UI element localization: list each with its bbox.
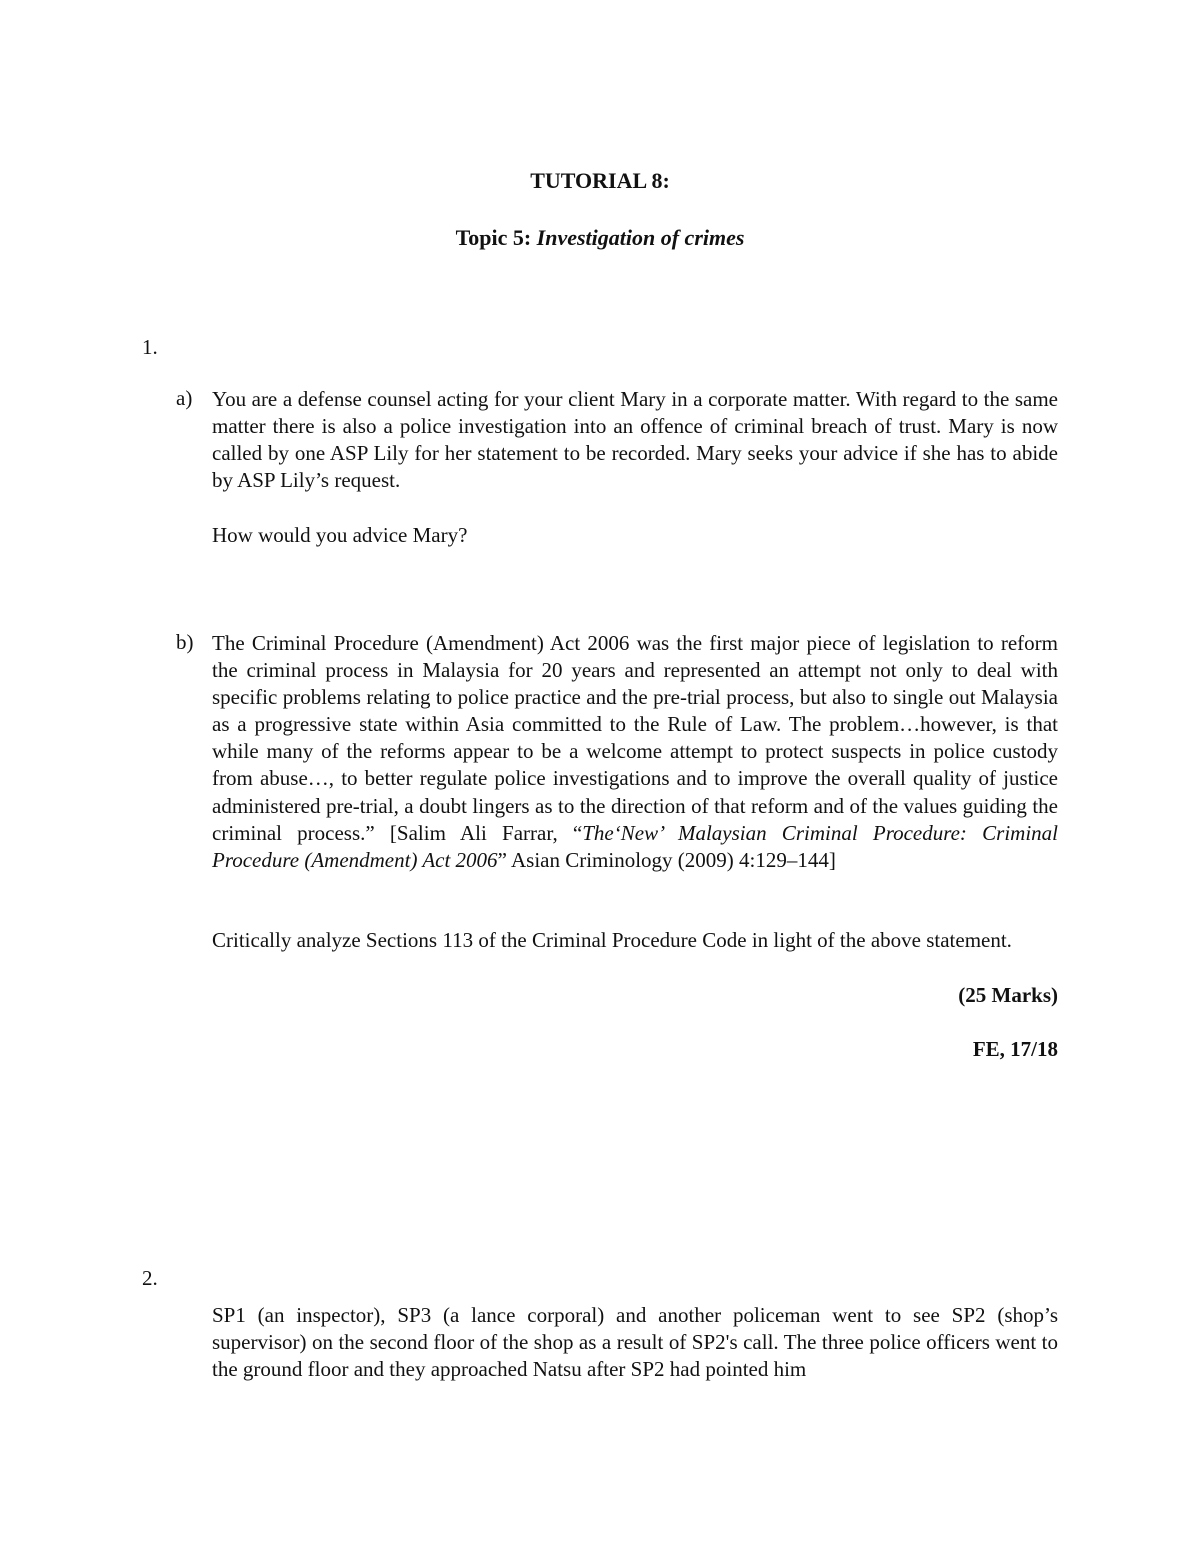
topic-name: Investigation of crimes <box>536 225 745 250</box>
page-title: TUTORIAL 8: <box>530 168 670 193</box>
question-2-text: SP1 (an inspector), SP3 (a lance corporal) and another policeman went to see SP2 (shop’s supervisor) on the second floor of the shop as a result of SP2's call. The three police officers went to the ground floor and they approached Natsu after SP2 had pointed him <box>212 1303 1058 1382</box>
question-1a-label: a) <box>176 386 193 410</box>
question-1a-text: You are a defense counsel acting for your client Mary in a corporate matter. With regard to the same matter there is also a police investigation into an offence of criminal breach of trust. Mary is now called by one ASP Lily for her statement to be recorded. Mary seeks your advice if she has to abide by ASP Lily’s request. <box>212 387 1058 493</box>
quote-text: The Criminal Procedure (Amendment) Act 2006 was the first major piece of legislation to reform the criminal process in Malaysia for 20 years and represented an attempt not only to deal with specific problems relating to police practice and the pre-trial process, but also to single out Malaysia as a progressive state within Asia committed to the Rule of Law. The problem…however, is that while many of the reforms appear to be a welcome attempt to protect suspects in police custody from abuse…, to better regulate police investigations and to improve the overall quality of justice administered pre-trial, a doubt lingers as to the direction of that reform and of the values guiding the criminal process.” [Salim Ali Farrar, “ <box>212 631 1058 845</box>
question-1b-question: Critically analyze Sections 113 of the Criminal Procedure Code in light of the above statement. <box>212 928 1012 952</box>
citation-title: The‘New’ Malaysian Criminal Procedure: Criminal Procedure (Amendment) Act 2006 <box>212 820 1058 872</box>
citation-rest: ” Asian Criminology (2009) 4:129–144] <box>497 847 836 872</box>
marks-label: (25 Marks) <box>958 983 1058 1007</box>
question-1b-quote <box>212 630 1058 874</box>
topic-prefix: Topic 5: <box>455 225 537 250</box>
source-label: FE, 17/18 <box>972 1037 1058 1061</box>
question-1-number: 1. <box>142 335 158 359</box>
question-2-number: 2. <box>142 1266 158 1290</box>
question-1a-question: How would you advice Mary? <box>212 523 468 547</box>
question-1b-label: b) <box>176 630 194 654</box>
topic-heading <box>0 225 1200 251</box>
